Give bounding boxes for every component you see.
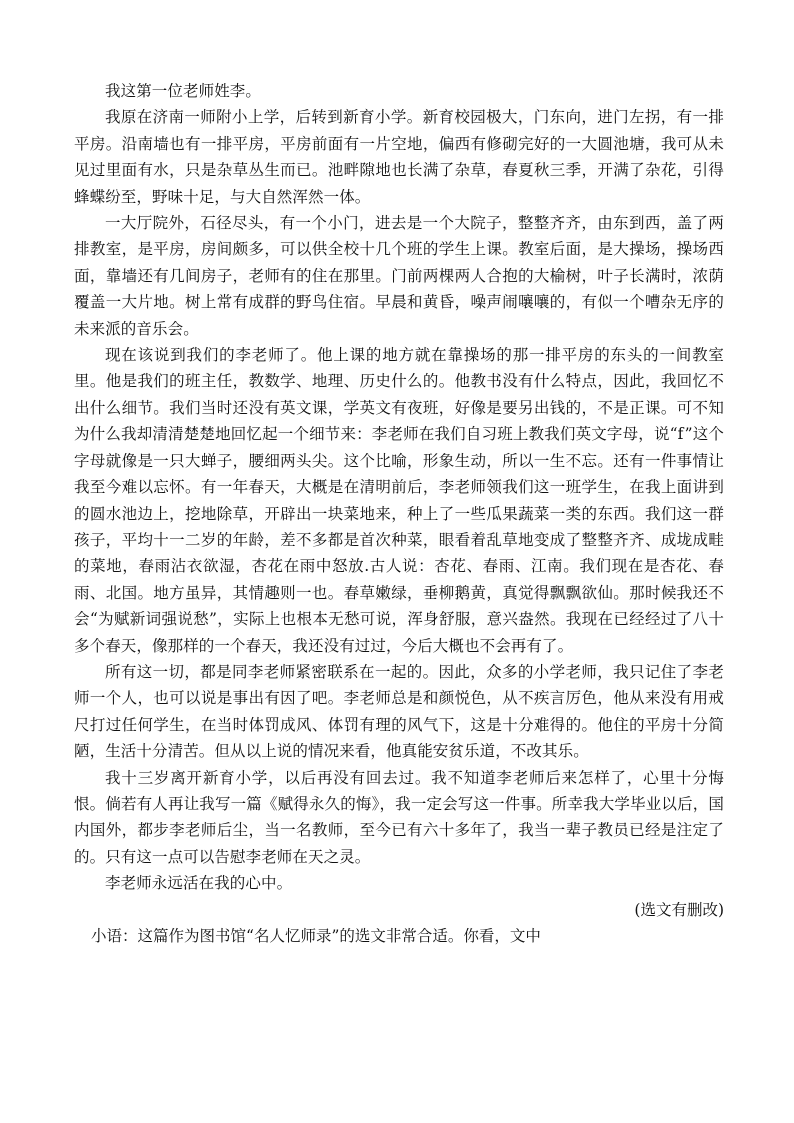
paragraph-regret: 我十三岁离开新育小学，以后再没有回去过。我不知道李老师后来怎样了，心里十分悔恨。倘若有人再让我写一篇《赋得永久的悔》，我一定会写这一件事。所幸我大学毕业以后，国内国外，都步李老师后尘，当一名教师，至今已有六十多年了，我当一辈子教员已经是注定了的。只有这一点可以告慰李老师在天之灵。 (74, 768, 724, 866)
source-note: (选文有删改) (634, 900, 724, 919)
article-body (74, 78, 724, 949)
paragraph-closing: 李老师永远活在我的心中。 (105, 874, 293, 893)
paragraph-teacher-li: 现在该说到我们的李老师了。他上课的地方就在靠操场的那一排平房的东头的一间教室里。他是我们的班主任，教数学、地理、历史什么的。他教书没有什么特点，因此，我回忆不出什么细节。我们当时还没有英文课，学英文有夜班，好像是要另出钱的，不是正课。可不知为什么我却清清楚楚地回忆起一个细节来：李老师在我们自习班上教我们英文字母，说“f”这个字母就像是一只大蝉子，腰细两头尖。这个比喻，形象生动，所以一生不忘。还有一件事情让我至今难以忘怀。有一年春天，大概是在清明前后，李老师领我们这一班学生，在我上面讲到的圆水池边上，挖地除草，开辟出一块菜地来，种上了一些瓜果蔬菜一类的东西。我们这一群孩子，平均十一二岁的年龄，差不多都是首次种菜，眼看着乱草地变成了整整齐齐、成垅成畦的菜地，春雨沾衣欲湿，杏花在雨中怒放.古人说：杏花、春雨、江南。我们现在是杏花、春雨、北国。地方虽异，其情趣则一也。春草嫩绿，垂柳鹅黄，真觉得飘飘欲仙。那时候我还不会“为赋新词强说愁”，实际上也根本无愁可说，浑身舒服，意兴盎然。我现在已经经过了八十多个春天，像那样的一个春天，我还没有过过，今后大概也不会再有了。 (74, 346, 724, 655)
remark-line: 小语：这篇作为图书馆“名人忆师录”的选文非常合适。你看，文中 (91, 927, 541, 945)
paragraph-school: 我原在济南一师附小上学，后转到新育小学。新育校园极大，门东向，进门左拐，有一排平房。沿南墙也有一排平房，平房前面有一片空地，偏西有修砌完好的一大圆池塘，我可从未见过里面有水，只是杂草丛生而已。池畔隙地也长满了杂草，春夏秋三季，开满了杂花，引得蜂蝶纷至，野味十足，与大自然浑然一体。 (74, 108, 724, 206)
paragraph-intro: 我这第一位老师姓李。 (105, 82, 262, 100)
paragraph-courtyard: 一大厅院外，石径尽头，有一个小门，进去是一个大院子，整整齐齐，由东到西，盖了两排教室，是平房，房间颇多，可以供全校十几个班的学生上课。教室后面，是大操场，操场西面，靠墙还有几间房子，老师有的住在那里。门前两棵两人合抱的大榆树，叶子长满时，浓荫覆盖一大片地。树上常有成群的野鸟住宿。早晨和黄昏，噪声闹嚷嚷的，有似一个嘈杂无序的未来派的音乐会。 (74, 214, 724, 338)
paragraph-memory: 所有这一切，都是同李老师紧密联系在一起的。因此，众多的小学老师，我只记住了李老师一个人，也可以说是事出有因了吧。李老师总是和颜悦色，从不疾言厉色，他从来没有用戒尺打过任何学生，在当时体罚成风、体罚有理的风气下，这是十分难得的。他住的平房十分简陋，生活十分清苦。但从以上说的情况来看，他真能安贫乐道，不改其乐。 (74, 662, 724, 761)
